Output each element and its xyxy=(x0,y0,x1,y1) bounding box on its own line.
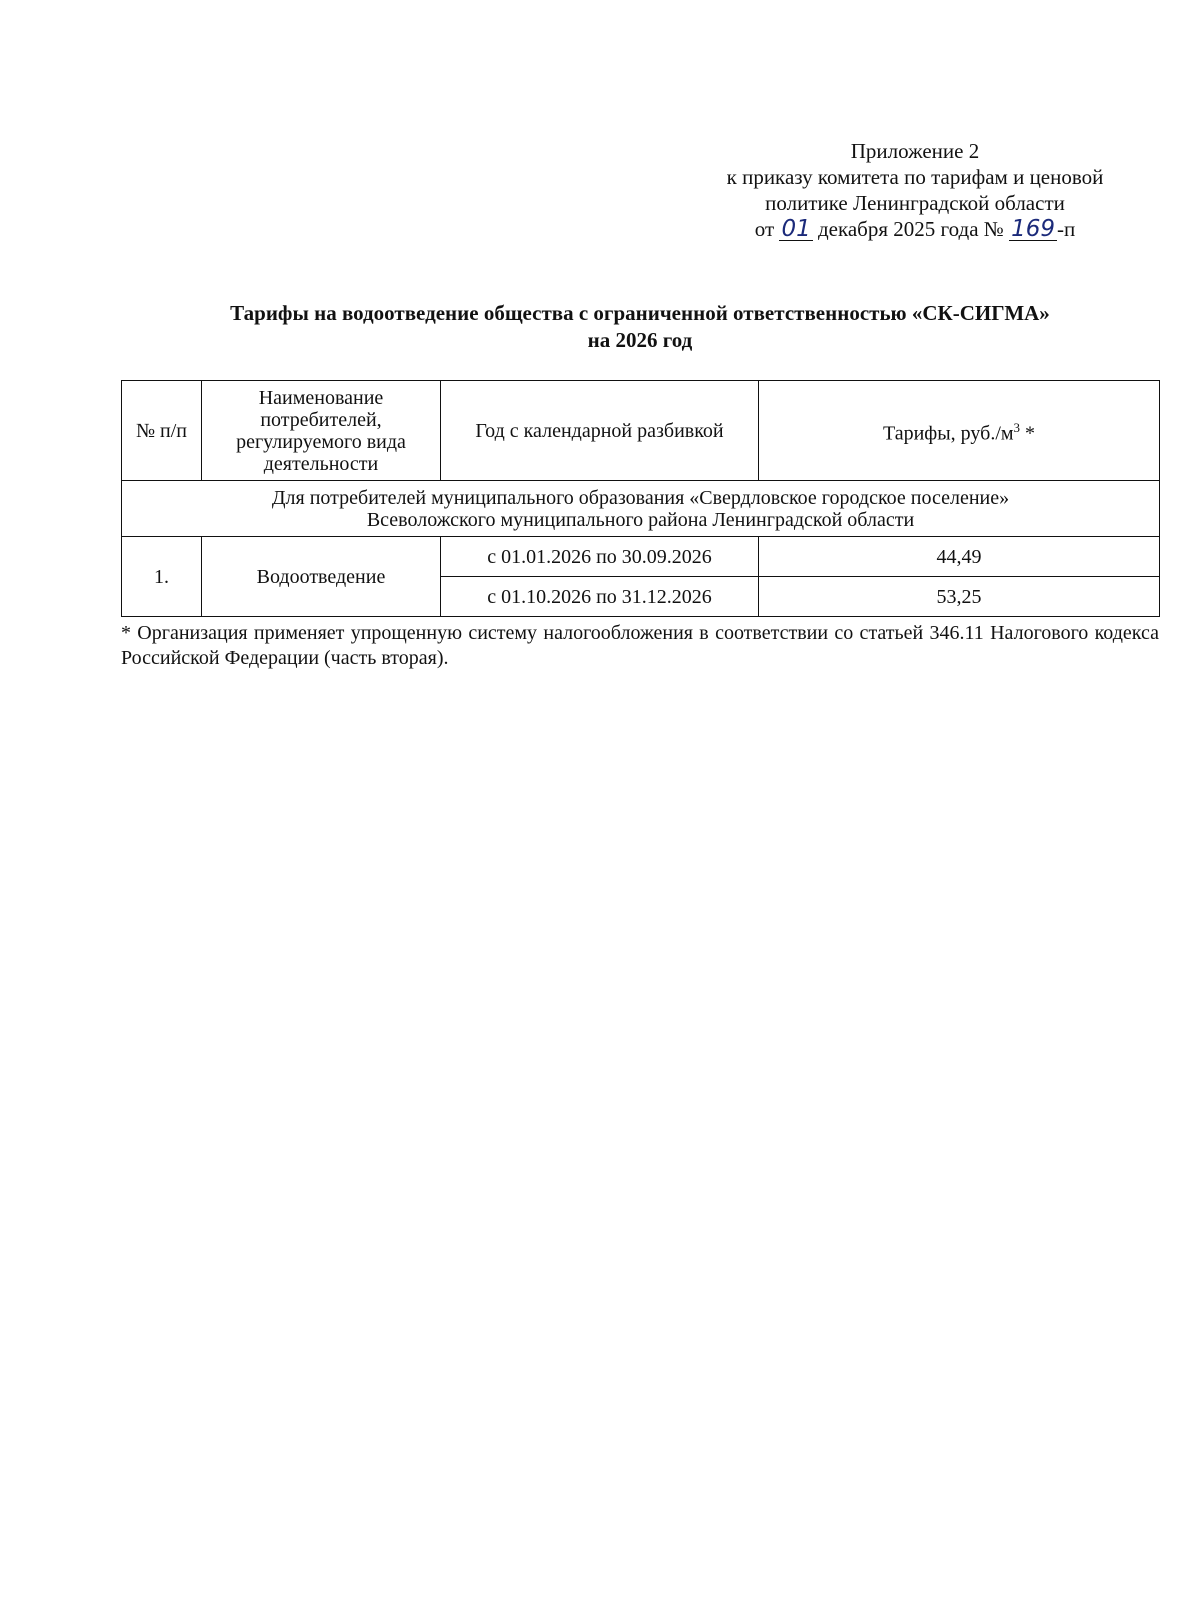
header-tariff-asterisk: * xyxy=(1020,422,1036,445)
group-line-2: Всеволожского муниципального района Ленинградской области xyxy=(366,508,915,531)
header-num: № п/п xyxy=(122,381,202,481)
row-period-1: с 01.01.2026 по 30.09.2026 xyxy=(441,537,759,577)
header-name: Наименование потребителей, регулируемого вида деятельности xyxy=(202,381,441,481)
row-tariff-1: 44,49 xyxy=(759,537,1160,577)
handwritten-day: 01 xyxy=(781,216,811,242)
appendix-line-2: к приказу комитета по тарифам и ценовой xyxy=(726,165,1104,189)
row-num: 1. xyxy=(122,537,202,617)
header-tariff-sup: 3 xyxy=(1013,419,1021,435)
group-line-1: Для потребителей муниципального образования «Свердловское городское поселение» xyxy=(271,486,1010,509)
table-header-row xyxy=(122,381,1160,481)
appendix-line-3: политике Ленинградской области xyxy=(765,191,1065,215)
handwritten-order-number: 169 xyxy=(1011,216,1055,242)
row-tariff-2: 53,25 xyxy=(759,577,1160,617)
footnote: * Организация применяет упрощенную систему налогообложения в соответствии со статьей 346.11 Налогового кодекса Российской Федерации (часть вторая). xyxy=(121,622,1159,669)
header-tariff xyxy=(759,381,1160,481)
appendix-date-line xyxy=(680,216,1150,242)
order-suffix: -п xyxy=(1056,217,1076,241)
appendix-line-1: Приложение 2 xyxy=(850,139,980,163)
title-line-2: на 2026 год xyxy=(587,328,693,352)
date-prefix: от xyxy=(754,217,775,241)
document-title xyxy=(120,300,1160,354)
header-period: Год с календарной разбивкой xyxy=(441,381,759,481)
date-rest: декабря 2025 года № xyxy=(817,217,1004,241)
header-tariff-text: Тарифы, руб./м xyxy=(882,422,1014,445)
row-name: Водоотведение xyxy=(202,537,441,617)
table-group-row xyxy=(122,481,1160,537)
group-cell xyxy=(122,481,1160,537)
tariffs-table xyxy=(121,380,1160,617)
row-period-2: с 01.10.2026 по 31.12.2026 xyxy=(441,577,759,617)
table-row xyxy=(122,537,1160,577)
appendix-header xyxy=(680,138,1150,242)
title-line-1: Тарифы на водоотведение общества с ограниченной ответственностью «СК-СИГМА» xyxy=(230,301,1050,325)
